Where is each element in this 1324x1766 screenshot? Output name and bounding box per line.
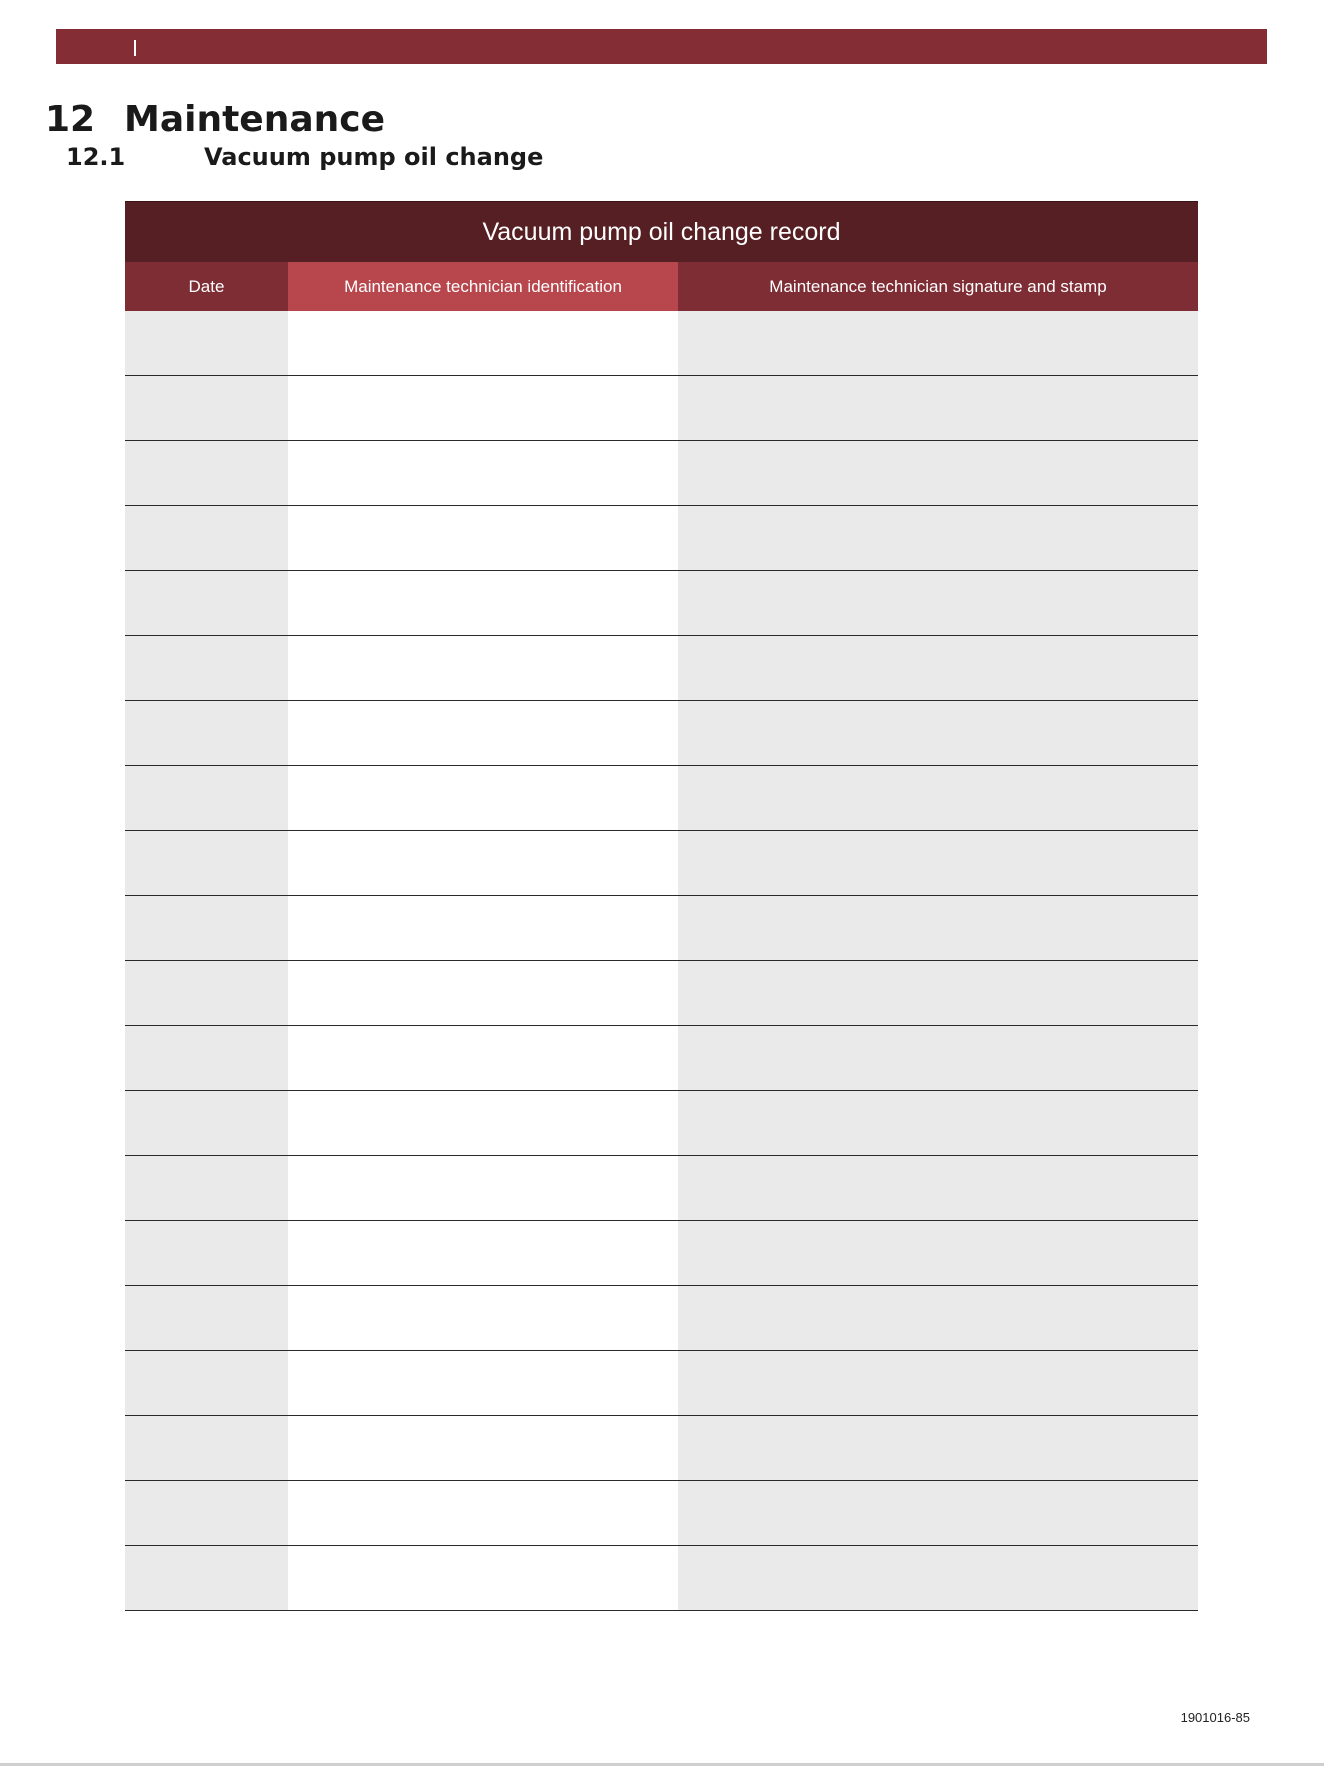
cell-technician-id	[288, 896, 678, 960]
cell-technician-id	[288, 1416, 678, 1480]
cell-signature-stamp	[678, 1221, 1198, 1285]
cell-signature-stamp	[678, 1286, 1198, 1350]
cell-date	[125, 1091, 288, 1155]
cell-date	[125, 701, 288, 765]
cell-signature-stamp	[678, 311, 1198, 375]
cell-date	[125, 1351, 288, 1415]
cell-technician-id	[288, 831, 678, 895]
table-row	[125, 1416, 1198, 1481]
cell-technician-id	[288, 376, 678, 440]
cell-date	[125, 376, 288, 440]
table-row	[125, 831, 1198, 896]
record-rows	[125, 311, 1198, 1611]
cell-signature-stamp	[678, 571, 1198, 635]
table-row	[125, 571, 1198, 636]
table-row	[125, 701, 1198, 766]
table-row	[125, 1546, 1198, 1611]
cell-technician-id	[288, 311, 678, 375]
cell-date	[125, 1416, 288, 1480]
cell-date	[125, 1481, 288, 1545]
cell-date	[125, 1026, 288, 1090]
cell-signature-stamp	[678, 441, 1198, 505]
chapter-heading	[45, 96, 385, 144]
cell-signature-stamp	[678, 831, 1198, 895]
table-row	[125, 1026, 1198, 1091]
cell-signature-stamp	[678, 506, 1198, 570]
cell-date	[125, 1546, 288, 1610]
cell-technician-id	[288, 1221, 678, 1285]
cell-technician-id	[288, 1481, 678, 1545]
table-row	[125, 1091, 1198, 1156]
table-row	[125, 961, 1198, 1026]
table-row	[125, 636, 1198, 701]
cell-technician-id	[288, 1286, 678, 1350]
table-row	[125, 311, 1198, 376]
table-row	[125, 1481, 1198, 1546]
cell-date	[125, 831, 288, 895]
cell-date	[125, 1221, 288, 1285]
cell-signature-stamp	[678, 766, 1198, 830]
cell-signature-stamp	[678, 1351, 1198, 1415]
document-reference: 1901016-85	[1180, 1710, 1250, 1725]
section-title: Vacuum pump oil change	[204, 143, 544, 171]
cell-technician-id	[288, 961, 678, 1025]
top-banner	[56, 29, 1267, 64]
cell-date	[125, 571, 288, 635]
cell-signature-stamp	[678, 961, 1198, 1025]
cell-date	[125, 636, 288, 700]
section-heading	[66, 141, 543, 173]
cell-date	[125, 1286, 288, 1350]
cell-date	[125, 441, 288, 505]
table-row	[125, 896, 1198, 961]
cell-technician-id	[288, 1351, 678, 1415]
table-row	[125, 766, 1198, 831]
cell-date	[125, 766, 288, 830]
cell-technician-id	[288, 701, 678, 765]
cell-date	[125, 961, 288, 1025]
table-row	[125, 441, 1198, 506]
cell-date	[125, 506, 288, 570]
column-header-technician-id: Maintenance technician identification	[288, 262, 678, 311]
cell-technician-id	[288, 1156, 678, 1220]
cell-signature-stamp	[678, 896, 1198, 960]
column-header-signature-stamp: Maintenance technician signature and stamp	[678, 262, 1198, 311]
cell-signature-stamp	[678, 1091, 1198, 1155]
cell-technician-id	[288, 1091, 678, 1155]
cell-technician-id	[288, 1546, 678, 1610]
cell-signature-stamp	[678, 1416, 1198, 1480]
cell-technician-id	[288, 571, 678, 635]
table-row	[125, 1156, 1198, 1221]
cell-date	[125, 1156, 288, 1220]
cell-technician-id	[288, 506, 678, 570]
banner-divider	[134, 40, 136, 56]
column-header-date: Date	[125, 262, 288, 311]
table-row	[125, 1221, 1198, 1286]
cell-signature-stamp	[678, 376, 1198, 440]
cell-technician-id	[288, 766, 678, 830]
cell-date	[125, 311, 288, 375]
section-number: 12.1	[66, 143, 126, 171]
cell-technician-id	[288, 1026, 678, 1090]
cell-signature-stamp	[678, 1481, 1198, 1545]
table-row	[125, 1286, 1198, 1351]
table-row	[125, 376, 1198, 441]
record-column-headers	[125, 262, 1198, 311]
chapter-title: Maintenance	[124, 99, 386, 140]
cell-technician-id	[288, 441, 678, 505]
cell-signature-stamp	[678, 1546, 1198, 1610]
cell-signature-stamp	[678, 1156, 1198, 1220]
cell-technician-id	[288, 636, 678, 700]
cell-signature-stamp	[678, 1026, 1198, 1090]
chapter-number: 12	[45, 99, 96, 140]
cell-date	[125, 896, 288, 960]
cell-signature-stamp	[678, 701, 1198, 765]
table-row	[125, 1351, 1198, 1416]
cell-signature-stamp	[678, 636, 1198, 700]
oil-change-record-table	[125, 201, 1198, 1611]
record-table-title: Vacuum pump oil change record	[125, 201, 1198, 262]
table-row	[125, 506, 1198, 571]
